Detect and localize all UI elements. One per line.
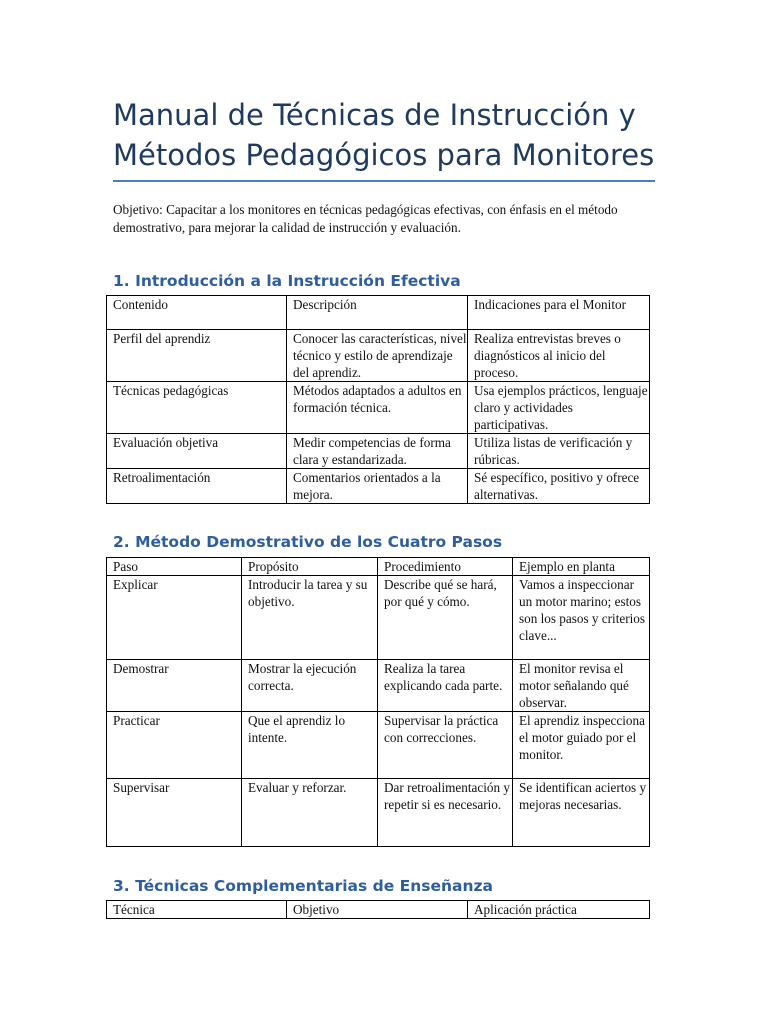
table-row — [107, 382, 650, 434]
table-cell: El aprendiz inspecciona el motor guiado por el monitor. — [513, 712, 650, 779]
table-cell: Realiza entrevistas breves o diagnósticos al inicio del proceso. — [468, 330, 650, 382]
table-cell: Utiliza listas de verificación y rúbricas. — [468, 434, 650, 469]
table-cell: Evaluación objetiva — [107, 434, 287, 469]
table-cell: Describe qué se hará, por qué y cómo. — [378, 576, 513, 660]
header-cell: Indicaciones para el Monitor — [468, 296, 650, 330]
table-cell: Perfil del aprendiz — [107, 330, 287, 382]
table-row — [107, 712, 650, 779]
table-header-row — [107, 296, 650, 330]
header-cell: Aplicación práctica — [468, 901, 650, 919]
table-cell: Sé específico, positivo y ofrece alternativas. — [468, 469, 650, 504]
header-cell: Contenido — [107, 296, 287, 330]
table-cell: Practicar — [107, 712, 242, 779]
table-cell: Usa ejemplos prácticos, lenguaje claro y actividades participativas. — [468, 382, 650, 434]
table-cell: Realiza la tarea explicando cada parte. — [378, 660, 513, 712]
table-row — [107, 434, 650, 469]
table-cell: Evaluar y reforzar. — [242, 779, 378, 847]
header-cell: Descripción — [287, 296, 468, 330]
table-cell: Técnicas pedagógicas — [107, 382, 287, 434]
objective-paragraph: Objetivo: Capacitar a los monitores en técnicas pedagógicas efectivas, con énfasis en el método demostrativo, para mejorar la calidad de instrucción y evaluación. — [113, 202, 618, 235]
table-cell: Medir competencias de forma clara y estandarizada. — [287, 434, 468, 469]
table-row — [107, 469, 650, 504]
header-cell: Técnica — [107, 901, 287, 919]
four-step-method-table — [106, 557, 650, 847]
table-cell: Mostrar la ejecución correcta. — [242, 660, 378, 712]
table-cell: Métodos adaptados a adultos en formación técnica. — [287, 382, 468, 434]
header-cell: Paso — [107, 558, 242, 576]
document-title: Manual de Técnicas de Instrucción y Métodos Pedagógicos para Monitores — [113, 98, 655, 172]
header-cell: Propósito — [242, 558, 378, 576]
section-2-heading: 2. Método Demostrativo de los Cuatro Pasos — [113, 533, 503, 551]
table-cell: Dar retroalimentación y repetir si es necesario. — [378, 779, 513, 847]
header-cell: Ejemplo en planta — [513, 558, 650, 576]
section-3-heading: 3. Técnicas Complementarias de Enseñanza — [113, 877, 493, 895]
table-cell: Comentarios orientados a la mejora. — [287, 469, 468, 504]
table-cell: Retroalimentación — [107, 469, 287, 504]
table-cell: Conocer las características, nivel técnico y estilo de aprendizaje del aprendiz. — [287, 330, 468, 382]
instruction-table — [106, 295, 650, 504]
header-cell: Procedimiento — [378, 558, 513, 576]
table-header-row — [107, 901, 650, 919]
table-cell: El monitor revisa el motor señalando qué observar. — [513, 660, 650, 712]
table-header-row — [107, 558, 650, 576]
table-cell: Supervisar — [107, 779, 242, 847]
section-1-heading: 1. Introducción a la Instrucción Efectiva — [113, 272, 461, 290]
table-row — [107, 779, 650, 847]
complementary-techniques-table — [106, 900, 650, 919]
table-cell: Supervisar la práctica con correcciones. — [378, 712, 513, 779]
header-cell: Objetivo — [287, 901, 468, 919]
table-cell: Introducir la tarea y su objetivo. — [242, 576, 378, 660]
table-row — [107, 330, 650, 382]
title-underline — [113, 180, 655, 182]
table-cell: Demostrar — [107, 660, 242, 712]
table-cell: Vamos a inspeccionar un motor marino; estos son los pasos y criterios clave... — [513, 576, 650, 660]
table-row — [107, 660, 650, 712]
table-cell: Que el aprendiz lo intente. — [242, 712, 378, 779]
table-cell: Explicar — [107, 576, 242, 660]
table-row — [107, 576, 650, 660]
table-cell: Se identifican aciertos y mejoras necesarias. — [513, 779, 650, 847]
